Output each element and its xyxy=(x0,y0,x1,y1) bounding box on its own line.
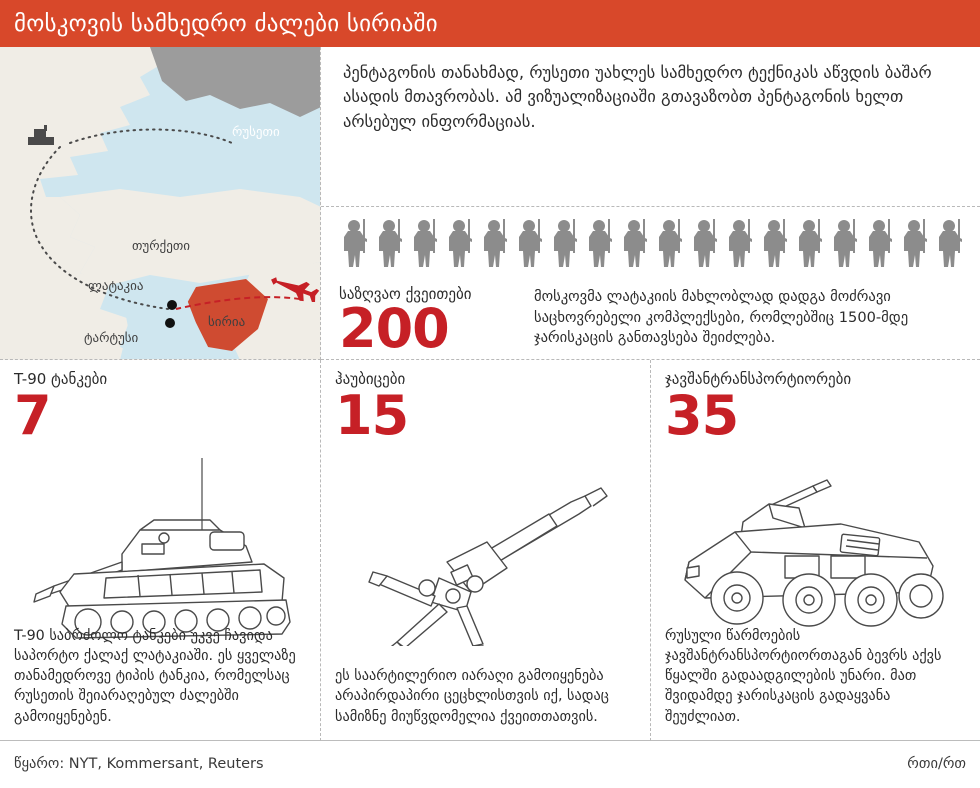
map-label-latakia: ლატაკია xyxy=(88,279,144,294)
tank-illustration xyxy=(14,446,310,646)
troops-stat-row xyxy=(339,285,968,360)
soldier-icon xyxy=(584,219,618,281)
soldier-icon xyxy=(934,219,968,281)
soldier-icon xyxy=(374,219,408,281)
soldier-icon xyxy=(514,219,548,281)
troops-number: 200 xyxy=(339,297,449,360)
apc-description: რუსული წარმოების ჯავშანტრანსპორტიორთაგან ბევრს აქვს წყალში გადაადგილების უნარი. მათ შვიდამდე ჯარისკაცის გადაყვანა შეუძლიათ. xyxy=(665,627,942,725)
intro-text: პენტაგონის თანახმად, რუსეთი უახლეს სამხედრო ტექნიკას აწვდის ბაშარ ასადის მთავრობას. ამ ვიზუალიზაციაში გთავაზობთ პენტაგონის ხელთ არსებულ ინფორმაციას. xyxy=(343,63,932,131)
soldier-icon xyxy=(549,219,583,281)
page-header xyxy=(0,0,980,47)
troops-stat xyxy=(339,285,534,360)
howitzer-description: ეს საარტილერიო იარაღი გამოიყენება არაპირდაპირი ცეცხლისთვის იქ, სადაც სამიზნე მიუწვდომელია ქვეითთათვის. xyxy=(335,668,609,725)
soldier-icon xyxy=(899,219,933,281)
soldier-icon xyxy=(479,219,513,281)
soldier-icon xyxy=(724,219,758,281)
troops-description: მოსკოვმა ლატაკიის მახლობლად დადგა მოძრავი საცხოვრებელი კომპლექსები, რომლებშიც 1500-მდე ჯარისკაცის განთავსება შეიძლება. xyxy=(534,288,909,347)
troops-label: საზღვაო ქვეითები xyxy=(339,285,472,303)
map-label-tartus: ტარტუსი xyxy=(84,331,139,346)
tank-description: T-90 საბრძოლო ტანკები უკვე ჩავიდა საპორტო ქალაქ ლატაკიაში. ეს ყველაზე თანამედროვე ტიპის ტანკია, რომელსაც რუსეთის შეიარაღებულ ძალებში გამოიყენებენ. xyxy=(14,627,296,725)
soldier-row xyxy=(339,219,968,281)
map-label-syria: სირია xyxy=(208,315,246,330)
map-label-russia: რუსეთი xyxy=(232,125,280,140)
troops-panel xyxy=(321,207,980,360)
equipment-panel-howitzer xyxy=(321,360,651,741)
map-label-turkey: თურქეთი xyxy=(132,239,190,254)
soldier-icon xyxy=(619,219,653,281)
soldier-icon xyxy=(444,219,478,281)
region-map xyxy=(0,47,321,360)
apc-art xyxy=(665,446,966,646)
tank-label: T-90 ტანკები xyxy=(14,370,108,388)
soldier-icon xyxy=(339,219,373,281)
tank-number: 7 xyxy=(14,384,51,447)
soldier-icon xyxy=(689,219,723,281)
soldier-icon xyxy=(864,219,898,281)
soldier-icon xyxy=(829,219,863,281)
source-note: წყარო: NYT, Kommersant, Reuters xyxy=(14,756,264,772)
howitzer-number: 15 xyxy=(335,384,409,447)
credit-note: რთი/რთ xyxy=(907,756,966,772)
infographic-body xyxy=(0,47,980,741)
howitzer-illustration xyxy=(335,446,637,646)
tank-art xyxy=(14,446,306,646)
howitzer-art xyxy=(335,446,636,646)
soldier-icon xyxy=(654,219,688,281)
apc-label: ჯავშანტრანსპორტიორები xyxy=(665,370,852,388)
map-panel xyxy=(0,47,321,360)
soldier-icon xyxy=(759,219,793,281)
apc-illustration xyxy=(665,446,965,646)
soldier-icon xyxy=(794,219,828,281)
page-footer xyxy=(0,741,980,787)
equipment-panel-apc xyxy=(651,360,980,741)
intro-panel xyxy=(321,47,980,207)
apc-number: 35 xyxy=(665,384,739,447)
soldier-icon xyxy=(409,219,443,281)
equipment-panel-tank xyxy=(0,360,321,741)
howitzer-label: ჰაუბიცები xyxy=(335,370,406,388)
page-title: მოსკოვის სამხედრო ძალები სირიაში xyxy=(14,10,438,37)
